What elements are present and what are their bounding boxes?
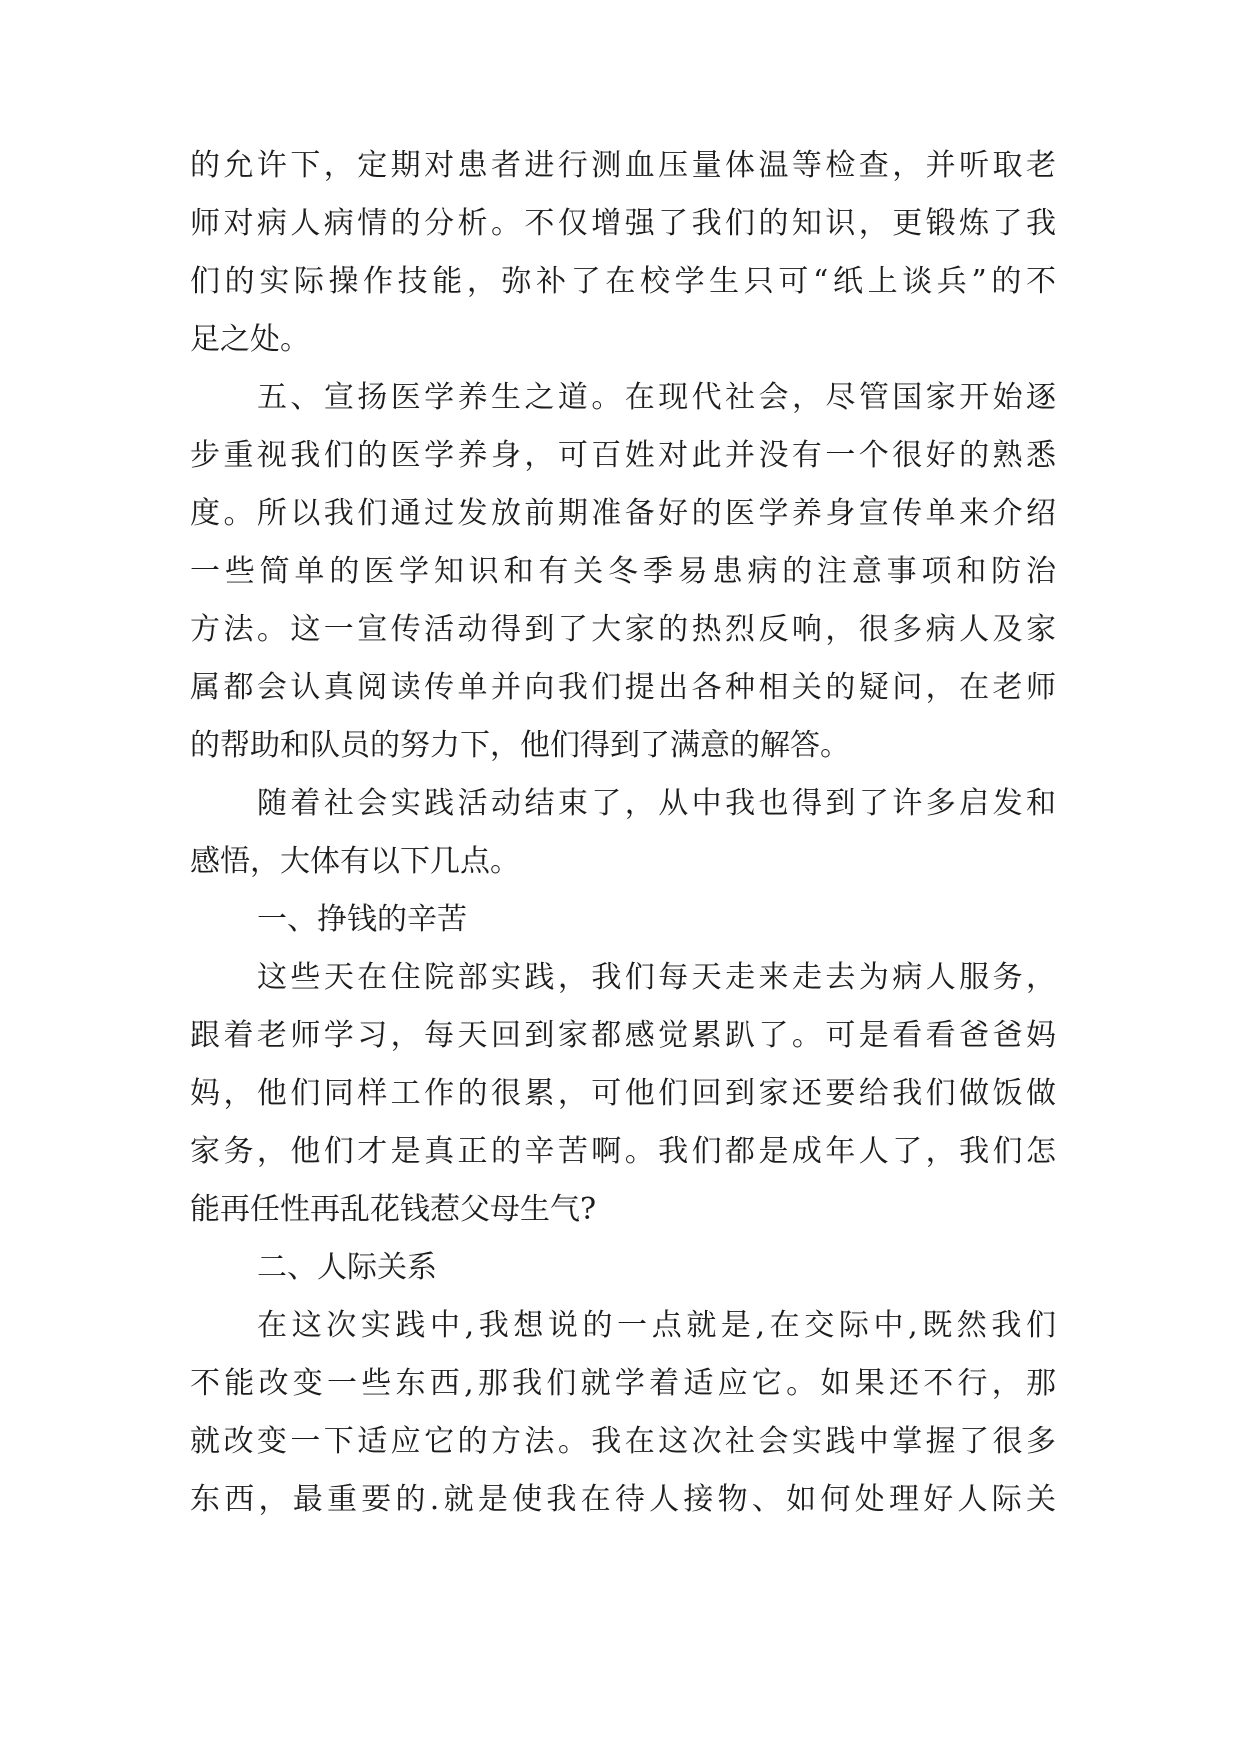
text-line: 们的实际操作技能，弥补了在校学生只可“纸上谈兵”的不	[190, 264, 1056, 299]
text-line: 能再任性再乱花钱惹父母生气?	[190, 1192, 597, 1227]
text-line: 度。所以我们通过发放前期准备好的医学养身宣传单来介绍	[190, 496, 1056, 531]
text-line: 这些天在住院部实践，我们每天走来走去为病人服务，	[257, 960, 1056, 995]
text-line: 步重视我们的医学养身，可百姓对此并没有一个很好的熟悉	[190, 438, 1056, 473]
section-heading: 二、人际关系	[257, 1250, 437, 1285]
text-line: 的允许下，定期对患者进行测血压量体温等检查，并听取老	[190, 148, 1056, 183]
text-line: 的帮助和队员的努力下，他们得到了满意的解答。	[190, 728, 850, 763]
text-line: 跟着老师学习，每天回到家都感觉累趴了。可是看看爸爸妈	[190, 1018, 1056, 1053]
text-line: 妈，他们同样工作的很累，可他们回到家还要给我们做饭做	[190, 1076, 1056, 1111]
section-heading: 一、挣钱的辛苦	[257, 902, 467, 937]
text-line: 就改变一下适应它的方法。我在这次社会实践中掌握了很多	[190, 1424, 1056, 1459]
text-line: 五、宣扬医学养生之道。在现代社会，尽管国家开始逐	[257, 380, 1056, 415]
text-line: 不能改变一些东西,那我们就学着适应它。如果还不行，那	[190, 1366, 1056, 1401]
text-line: 东西，最重要的.就是使我在待人接物、如何处理好人际关	[190, 1482, 1056, 1517]
text-line: 随着社会实践活动结束了，从中我也得到了许多启发和	[257, 786, 1056, 821]
text-line: 足之处。	[190, 322, 310, 357]
text-line: 方法。这一宣传活动得到了大家的热烈反响，很多病人及家	[190, 612, 1056, 647]
text-line: 在这次实践中,我想说的一点就是,在交际中,既然我们	[257, 1308, 1056, 1343]
text-line: 属都会认真阅读传单并向我们提出各种相关的疑问，在老师	[190, 670, 1056, 705]
text-line: 感悟，大体有以下几点。	[190, 844, 520, 879]
document-body	[190, 137, 1056, 1529]
text-line: 一些简单的医学知识和有关冬季易患病的注意事项和防治	[190, 554, 1056, 589]
text-line: 师对病人病情的分析。不仅增强了我们的知识，更锻炼了我	[190, 206, 1056, 241]
text-line: 家务，他们才是真正的辛苦啊。我们都是成年人了，我们怎	[190, 1134, 1056, 1169]
